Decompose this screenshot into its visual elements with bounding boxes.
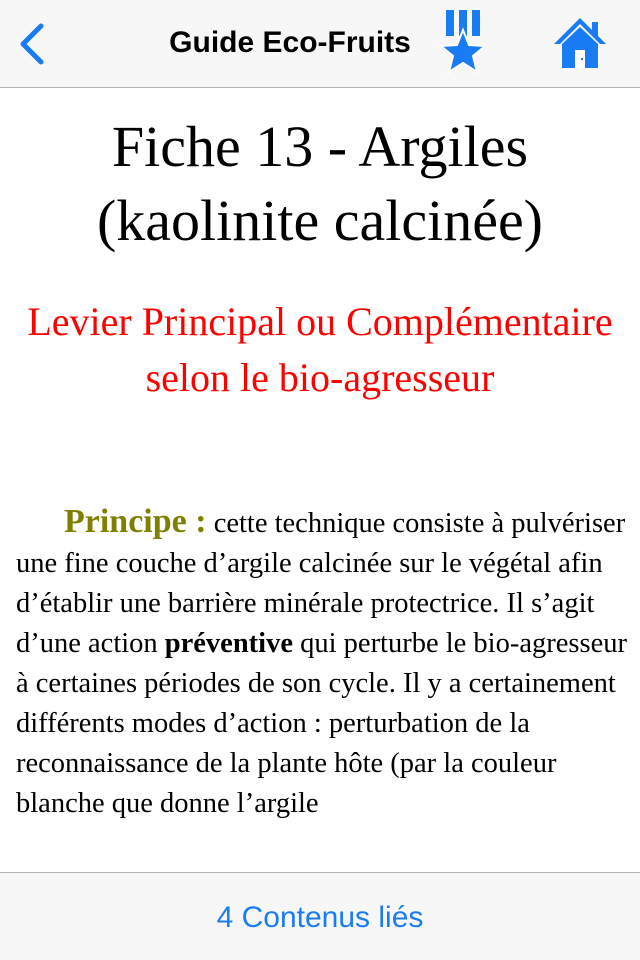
- principe-text-bold: préventive: [164, 628, 293, 659]
- related-content-button[interactable]: 4 Contenus liés: [216, 901, 424, 934]
- chevron-left-icon: [17, 22, 47, 66]
- bottom-toolbar: [0, 872, 640, 960]
- favorites-button[interactable]: [434, 8, 492, 76]
- fiche-subtitle: Levier Principal ou Complémentaire selon le bio-agresseur: [27, 299, 613, 400]
- principe-text-part2: qui perturbe le bio-agresseur à certaines périodes de son cycle. Il y a certainement différents modes d’action : perturbation de la reconnaissance de la plante hôte (par la couleur blanche que donne l’argile: [16, 628, 627, 819]
- home-button[interactable]: [552, 14, 608, 72]
- home-icon: [552, 14, 608, 72]
- principe-paragraph: [16, 502, 628, 824]
- principe-text-part1: cette technique consiste à pulvériser une fine couche d’argile calcinée sur le végétal afin d’établir une barrière minérale protectrice. Il s’agit d’une action: [16, 508, 626, 659]
- navigation-bar: [0, 0, 640, 88]
- back-button[interactable]: [10, 20, 54, 68]
- fiche-content[interactable]: [0, 88, 640, 872]
- ribbon-star-icon: [434, 8, 492, 76]
- fiche-title: Fiche 13 - Argiles (kaolinite calcinée): [96, 114, 544, 253]
- principe-label: Principe :: [64, 503, 207, 540]
- nav-title: Guide Eco-Fruits: [169, 26, 411, 59]
